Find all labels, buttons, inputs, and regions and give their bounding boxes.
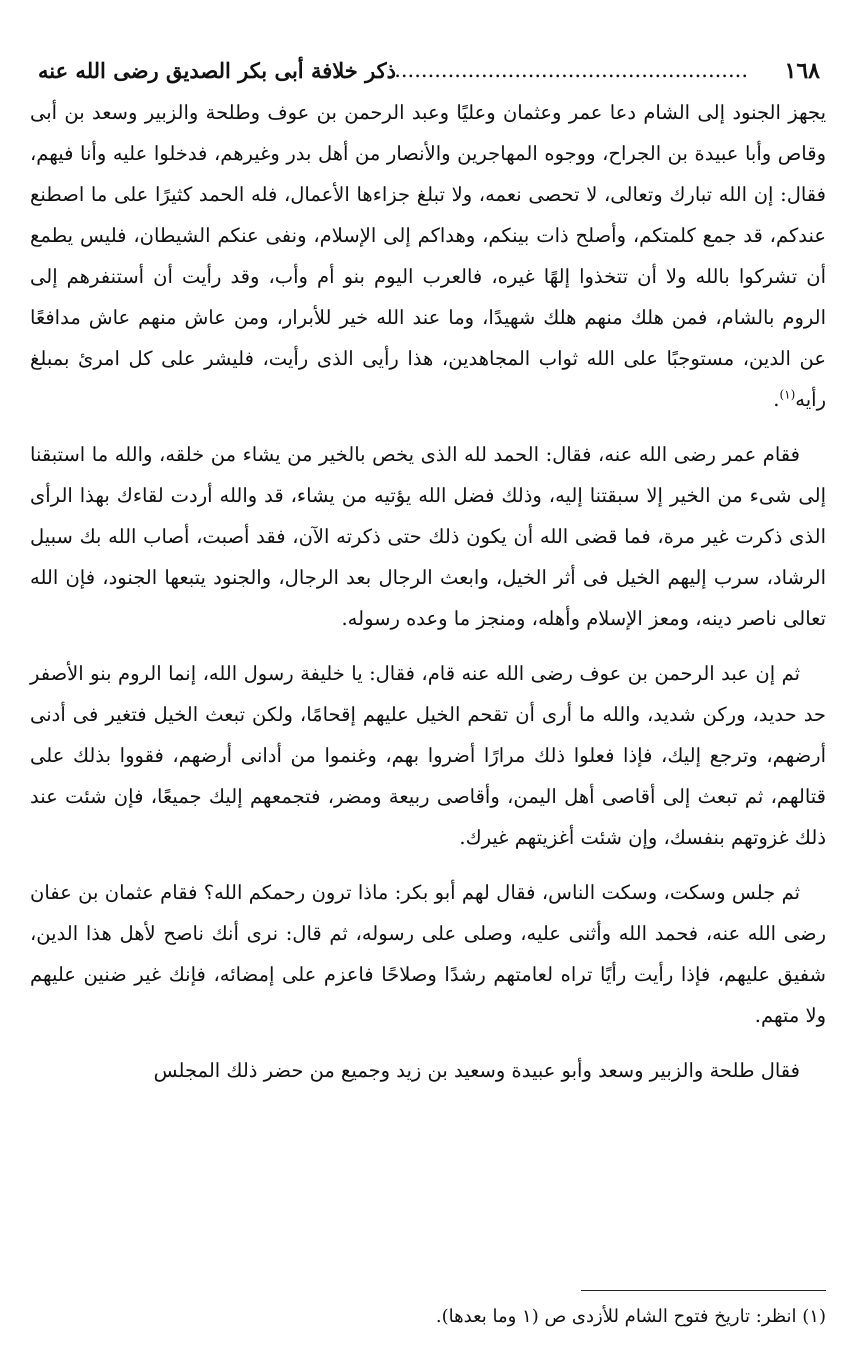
book-page xyxy=(30,52,826,1105)
body-text xyxy=(30,92,826,1091)
page-number: ١٦٨ xyxy=(784,58,820,84)
chapter-title: ذكر خلافة أبى بكر الصديق رضى الله عنه xyxy=(38,58,397,83)
paragraph-2: فقام عمر رضى الله عنه، فقال: الحمد لله الذى يخص بالخير من يشاء من خلقه، والله ما استبقنا إلى شىء من الخير إلا سبقتنا إليه، وذلك فضل الله يؤتيه من يشاء، قد والله أردت لقاءك بهذا الرأى الذى ذكرت غير مرة، فما قضى الله أن يكون ذلك حتى ذكرته الآن، فقد أصبت، أصاب الله بك سبيل الرشاد، سرب إليهم الخيل فى أثر الخيل، وابعث الرجال بعد الرجال، والجنود يتبعها الجنود، فإن الله تعالى ناصر دينه، ومعز الإسلام وأهله، ومنجز ما وعده رسوله. xyxy=(30,443,826,630)
paragraph-text: يجهز الجنود إلى الشام دعا عمر وعثمان وعليًا وعبد الرحمن بن عوف وطلحة والزبير وسعد بن أبى وقاص وأبا عبيدة بن الجراح، ووجوه المهاجرين والأنصار من أهل بدر وغيرهم، فدخلوا عليه وأنا فيهم، فقال: إن الله تبارك وتعالى، لا تحصى نعمه، ولا تبلغ جزاءها الأعمال، فله الحمد كثيرًا على ما اصطنع عندكم، قد جمع كلمتكم، وأصلح ذات بينكم، وهداكم إلى الإسلام، ونفى عنكم الشيطان، فليس يطمع أن تشركوا بالله ولا أن تتخذوا إلهًا غيره، فالعرب اليوم بنو أم وأب، وقد رأيت أن أستنفرهم إلى الروم بالشام، فمن هلك منهم هلك شهيدًا، وما عند الله خير للأبرار، ومن عاش منهم عاش مدافعًا عن الدين، مستوجبًا على الله ثواب المجاهدين، هذا رأيى الذى رأيت، فليشر على كل امرئ بمبلغ رأيه xyxy=(30,101,826,411)
leader-dots: ..................................................... xyxy=(394,58,748,82)
paragraph-1 xyxy=(30,92,826,420)
paragraph-tail: . xyxy=(773,388,780,411)
paragraph-5: فقال طلحة والزبير وسعد وأبو عبيدة وسعيد بن زيد وجميع من حضر ذلك المجلس xyxy=(153,1059,800,1082)
footnote-separator xyxy=(581,1290,826,1291)
footnote-reference: (١) xyxy=(779,387,796,402)
paragraph-4: ثم جلس وسكت، وسكت الناس، فقال لهم أبو بكر: ماذا ترون رحمكم الله؟ فقام عثمان بن عفان رضى الله عنه، فحمد الله وأثنى عليه، وصلى على رسوله، ثم قال: نرى أنك ناصح لأهل هذا الدين، شفيق عليهم، فإذا رأيت رأيًا تراه لعامتهم رشدًا وصلاحًا فاعزم على إمضائه، فإنك غير ضنين عليهم ولا متهم. xyxy=(30,881,826,1027)
footnote: (١) انظر: تاريخ فتوح الشام للأزدى ص (١ وما بعدها). xyxy=(435,1306,826,1327)
running-header xyxy=(30,52,826,92)
paragraph-3: ثم إن عبد الرحمن بن عوف رضى الله عنه قام، فقال: يا خليفة رسول الله، إنما الروم بنو الأصفر حد حديد، وركن شديد، والله ما أرى أن تقحم الخيل عليهم إقحامًا، ولكن تبعث الخيل فتغير فى أدنى أرضهم، وترجع إليك، فإذا فعلوا ذلك مرارًا أضروا بهم، وغنموا من أدانى أرضهم، فقووا بذلك على قتالهم، ثم تبعث إلى أقاصى أهل اليمن، وأقاصى ربيعة ومضر، فتجمعهم إليك جميعًا، فإن شئت عند ذلك غزوتهم بنفسك، وإن شئت أغزيتهم غيرك. xyxy=(30,662,826,849)
